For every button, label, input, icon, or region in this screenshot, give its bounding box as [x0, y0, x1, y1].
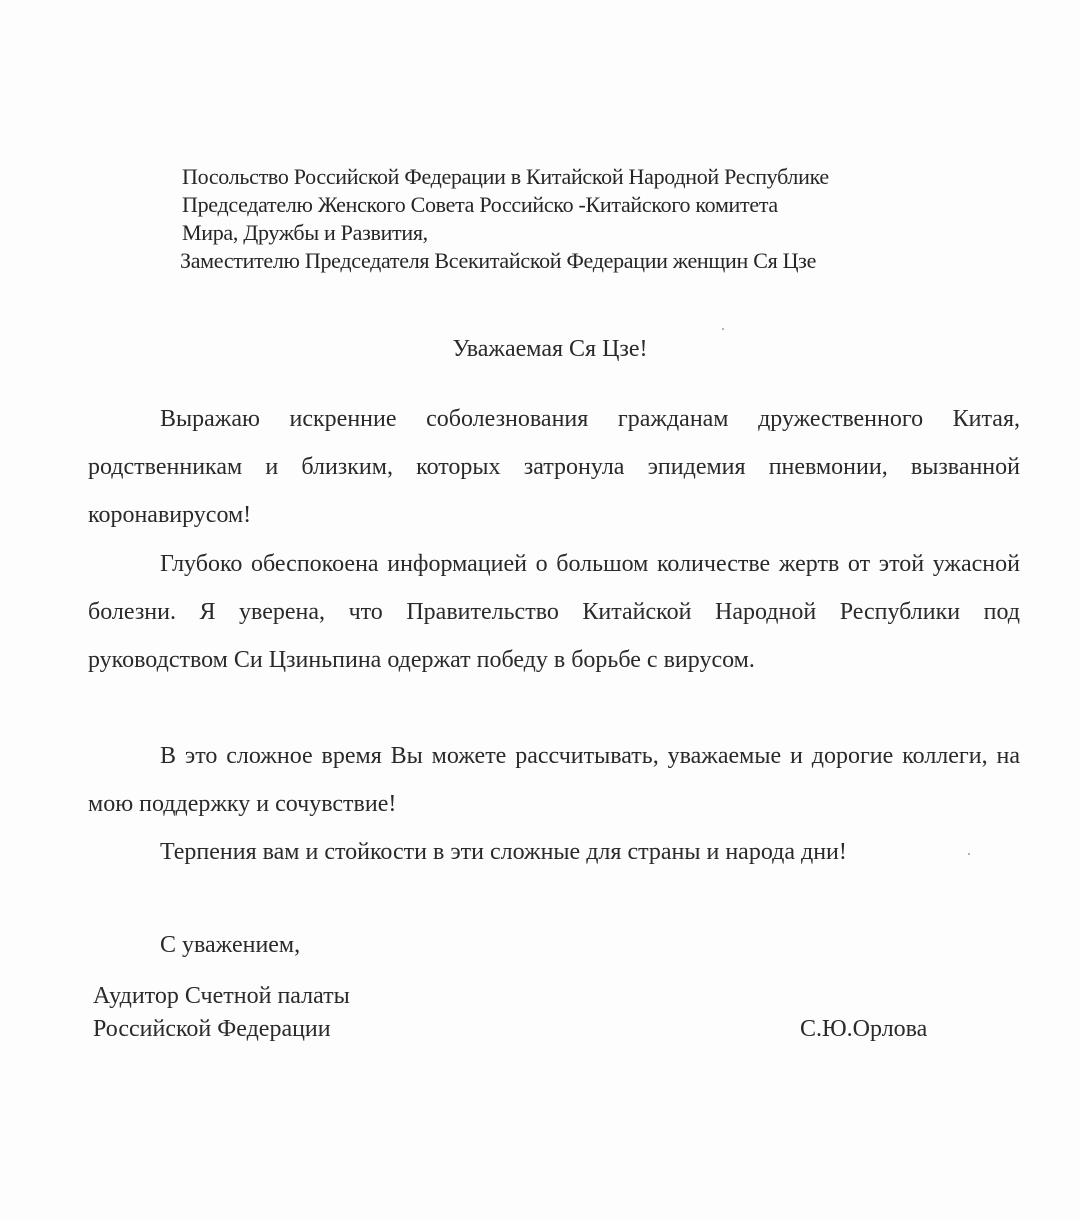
paragraph-text: Глубоко обеспокоена информацией о большом количестве жертв от этой ужасной болезни. Я уверена, что Правительство Китайской Народной Республики под руководством Си Цзиньпина одержат победу в борьбе с вирусом.: [88, 551, 1020, 673]
addressee-line-embassy: Посольство Российской Федерации в Китайской Народной Республике: [182, 164, 829, 189]
scan-speck: [722, 328, 724, 330]
addressee-line-chair: Председателю Женского Совета Российско -Китайского комитета: [182, 192, 778, 217]
paragraph-wishes: [88, 828, 1020, 876]
paragraph-text: Терпения вам и стойкости в эти сложные для страны и народа дни!: [160, 839, 847, 865]
signature-position-line: Аудитор Счетной палаты: [93, 983, 350, 1009]
signature-position-line: Российской Федерации: [93, 1016, 331, 1042]
closing: С уважением,: [160, 932, 301, 958]
signature-position: [93, 980, 350, 1046]
addressee-line-committee: Мира, Дружбы и Развития,: [182, 220, 428, 245]
signer-name: С.Ю.Орлова: [800, 1016, 928, 1042]
paragraph-concern: [88, 540, 1020, 684]
paragraph-text: Выражаю искренние соболезнования гражданам дружественного Китая, родственникам и близким, которых затронула эпидемия пневмонии, вызванной коронавирусом!: [88, 406, 1020, 528]
addressee-block: [182, 163, 829, 275]
addressee-line-deputy: Заместителю Председателя Всекитайской Федерации женщин Ся Цзе: [180, 248, 817, 273]
paragraph-condolences: [88, 395, 1020, 539]
salutation: Уважаемая Ся Цзе!: [452, 336, 648, 362]
scan-speck: [968, 853, 970, 855]
paragraph-text: В это сложное время Вы можете рассчитывать, уважаемые и дорогие коллеги, на мою поддержку и сочувствие!: [88, 743, 1020, 817]
paragraph-support: [88, 732, 1020, 828]
